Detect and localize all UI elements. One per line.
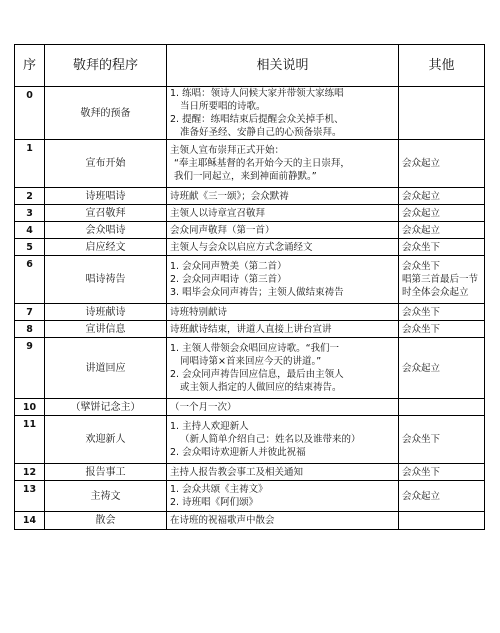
row-number: 10 — [15, 399, 45, 416]
header-desc: 相关说明 — [167, 45, 399, 87]
step-name: 会众唱诗 — [45, 222, 167, 239]
step-description — [167, 338, 399, 399]
row-number: 6 — [15, 256, 45, 304]
worship-order-table — [14, 44, 485, 530]
description-line: （新人简单介绍自己：姓名以及谁带来的） — [180, 434, 361, 445]
other-note — [399, 239, 485, 256]
other-note — [399, 205, 485, 222]
table-row — [15, 416, 485, 464]
step-name: 欢迎新人 — [45, 416, 167, 464]
step-description — [167, 87, 399, 140]
step-description — [167, 188, 399, 205]
other-note-line: 会众起立 — [402, 207, 441, 219]
row-number: 2 — [15, 188, 45, 205]
description-line: 1. 主领人带领会众唱回应诗歌。“我们一 — [170, 343, 340, 354]
table-row — [15, 222, 485, 239]
header-step: 敬拜的程序 — [45, 45, 167, 87]
description-line: 2. 会众唱诗欢迎新人并彼此祝福 — [170, 447, 306, 458]
other-note-line: 时全体会众起立 — [402, 287, 469, 298]
table-row — [15, 304, 485, 321]
description-line: 同唱诗第×首来回应今天的讲道。” — [180, 356, 322, 367]
description-line: 3. 唱毕会众同声祷告；主领人做结束祷告 — [170, 287, 344, 298]
other-note — [399, 321, 485, 338]
other-note-line: 会众坐下 — [402, 306, 441, 318]
row-number: 8 — [15, 321, 45, 338]
other-note — [399, 256, 485, 304]
description-line: 准备好圣经、安静自己的心预备崇拜。 — [180, 127, 342, 138]
step-name: 讲道回应 — [45, 338, 167, 399]
description-line: 主持人报告教会事工及相关通知 — [170, 466, 304, 478]
step-description — [167, 140, 399, 188]
step-name: （擘饼记念主） — [45, 399, 167, 416]
step-name: 诗班献诗 — [45, 304, 167, 321]
step-name: 启应经文 — [45, 239, 167, 256]
description-line: 1. 练唱：领诗人问候大家并带领大家练唱 — [170, 88, 344, 99]
other-note — [399, 338, 485, 399]
description-line: 主领人与会众以启应方式念诵经文 — [170, 241, 313, 253]
header-row — [15, 45, 485, 87]
description-line: 1. 会众同声赞美（第二首） — [170, 261, 287, 272]
step-description — [167, 321, 399, 338]
row-number: 0 — [15, 87, 45, 140]
step-description — [167, 399, 399, 416]
description-line: 主领人以诗章宣召敬拜 — [170, 207, 266, 219]
row-number: 12 — [15, 464, 45, 481]
row-number: 7 — [15, 304, 45, 321]
step-name: 唱诗祷告 — [45, 256, 167, 304]
description-line: 1. 会众共颂《主祷文》 — [170, 484, 268, 495]
description-line: 诗班特别献诗 — [170, 306, 228, 318]
other-note-line: 会众起立 — [402, 158, 441, 169]
other-note — [399, 512, 485, 530]
step-name: 报告事工 — [45, 464, 167, 481]
other-note-line: 唱第三首最后一节 — [402, 274, 479, 285]
other-note-line: 会众坐下 — [402, 466, 441, 478]
row-number: 13 — [15, 481, 45, 512]
other-note — [399, 481, 485, 512]
description-line: 2. 诗班唱《阿们颂》 — [170, 497, 259, 508]
step-name: 宣讲信息 — [45, 321, 167, 338]
other-note — [399, 140, 485, 188]
description-line: 当日所要唱的诗歌。 — [180, 101, 266, 112]
table-row — [15, 256, 485, 304]
step-description — [167, 205, 399, 222]
description-line: 在诗班的祝福歌声中散会 — [170, 515, 275, 526]
table-body — [15, 87, 485, 530]
other-note-line: 会众起立 — [402, 190, 441, 202]
step-name: 散会 — [45, 512, 167, 530]
table-row — [15, 87, 485, 140]
other-note — [399, 222, 485, 239]
other-note — [399, 399, 485, 416]
row-number: 1 — [15, 140, 45, 188]
header-num: 序 — [15, 45, 45, 87]
table-row — [15, 205, 485, 222]
table-row — [15, 464, 485, 481]
other-note-line: 会众起立 — [402, 490, 441, 502]
other-note-line: 会众起立 — [402, 224, 441, 236]
table-row — [15, 239, 485, 256]
table-row — [15, 399, 485, 416]
step-description — [167, 464, 399, 481]
table-row — [15, 512, 485, 530]
step-name: 敬拜的预备 — [45, 87, 167, 140]
other-note — [399, 87, 485, 140]
other-note-line: 会众起立 — [402, 362, 441, 374]
description-line: 会众同声敬拜（第一首） — [170, 224, 275, 236]
description-line: 诗班献诗结束，讲道人直接上讲台宣讲 — [170, 323, 332, 335]
step-description — [167, 239, 399, 256]
description-line: 2. 提醒：练唱结束后提醒会众关掉手机、 — [170, 114, 344, 125]
description-line: 诗班献《三一颂》；会众默祷 — [170, 190, 289, 202]
step-name: 宣布开始 — [45, 140, 167, 188]
table-row — [15, 321, 485, 338]
step-name: 诗班唱诗 — [45, 188, 167, 205]
other-note-line: 会众坐下 — [402, 434, 441, 445]
row-number: 9 — [15, 338, 45, 399]
step-description — [167, 256, 399, 304]
step-name: 宣召敬拜 — [45, 205, 167, 222]
row-number: 14 — [15, 512, 45, 530]
row-number: 11 — [15, 416, 45, 464]
step-description — [167, 512, 399, 530]
step-description — [167, 416, 399, 464]
other-note — [399, 464, 485, 481]
description-line: 1. 主持人欢迎新人 — [170, 421, 249, 432]
description-line: 2. 会众同声唱诗（第三首） — [170, 274, 287, 285]
other-note — [399, 304, 485, 321]
table-row — [15, 338, 485, 399]
row-number: 4 — [15, 222, 45, 239]
table-row — [15, 481, 485, 512]
description-line: 主领人宣布崇拜正式开始： — [170, 145, 285, 156]
other-note-line: 会众坐下 — [402, 323, 441, 335]
header-other: 其他 — [399, 45, 485, 87]
step-description — [167, 222, 399, 239]
other-note — [399, 188, 485, 205]
description-line: “奉主耶稣基督的名开始今天的主日崇拜， — [174, 158, 350, 169]
description-line: （一个月一次） — [170, 401, 237, 413]
step-description — [167, 481, 399, 512]
row-number: 5 — [15, 239, 45, 256]
other-note-line: 会众坐下 — [402, 241, 441, 253]
table-row — [15, 140, 485, 188]
description-line: 2. 会众同声祷告回应信息，最后由主领人 — [170, 369, 344, 380]
other-note — [399, 416, 485, 464]
step-description — [167, 304, 399, 321]
step-name: 主祷文 — [45, 481, 167, 512]
other-note-line: 会众坐下 — [402, 261, 441, 272]
table-row — [15, 188, 485, 205]
row-number: 3 — [15, 205, 45, 222]
description-line: 或主领人指定的人做回应的结束祷告。 — [180, 382, 342, 393]
description-line: 我们一同起立，来到神面前静默。” — [174, 171, 317, 182]
